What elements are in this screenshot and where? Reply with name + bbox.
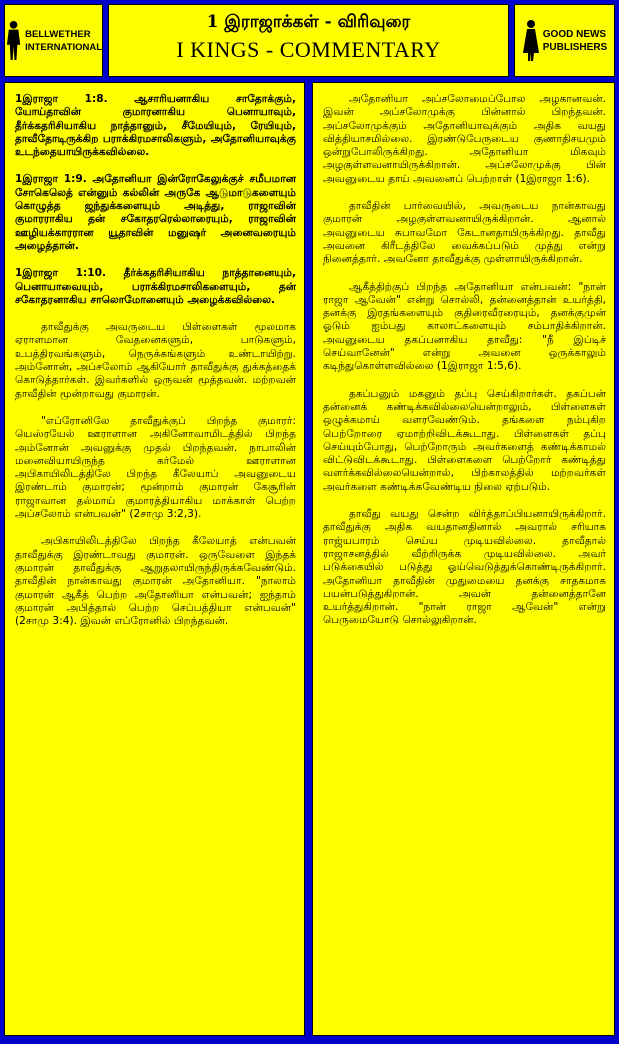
right-logo-line-1: GOOD NEWS xyxy=(542,28,607,40)
title-tamil: 1 இராஜாக்கள் - விரிவுரை xyxy=(206,12,411,32)
left-logo-line-2: INTERNATIONAL xyxy=(25,41,102,53)
left-column-paragraph: தாவீதுக்கு அவருடைய பிள்ளைகள் மூலமாக ஏராளமான வேதனைகளும், பாடுகளும், உபத்திரவங்களும், நெருக்கங்களும் உண்டாயிற்று. அம்னோன், அப்சலோம் ஆகியோர் தாவீதுக்கு துக்கத்தைக் கொடுத்தார்கள். இவர்களில் ஒருவன் மூத்தவன். மற்றவன் தாவீதின் மூன்றாவது குமாரன். xyxy=(15,321,296,400)
left-column-paragraph: 1இராஜா 1:10. தீர்க்கதரிசியாகிய நாத்தானையும், பெனாயாவையும், பராக்கிரமசாலிகளையும், தன் சகோதரனாகிய சாலொமோனையும் அழைக்கவில்லை. xyxy=(15,267,296,306)
right-logo xyxy=(514,4,615,77)
right-column-paragraph: ஆகீத்திற்குப் பிறந்த அதோனியா என்பவன்: "நான் ராஜா ஆவேன்" என்று சொல்லி, தன்னைத்தான் உயர்த்தி, தனக்கு இரதங்களையும் குதிரைவீரரையும், தனக்குமுன் ஓடும் ஐம்பது காலாட்களையும் சம்பாதிக்கிறான். அவனுடைய தகப்பனாகிய தாவீது: "நீ இப்டிச் செய்வானேன்" என்று அவனை ஒருக்காலும் கடிந்துகொள்ளவில்லை (1இராஜா 1:5,6). xyxy=(323,280,606,373)
man-silhouette-icon xyxy=(5,19,22,63)
right-column-paragraph: அதோனியா அப்சலோமைப்போல அழகானவன். இவன் அப்சலோமுக்கு பின்னால் பிறந்தவன். அப்சலோமுக்கும் அதோனியாவுக்கும் அதிக வயது வித்தியாசமில்லை. இரண்டுபேருடைய குணாதிசயமும் ஒன்றுபோலிருக்கிறது. அதோனியா மிகவும் அழகுள்ளவனாயிருக்கிறான். அப்சலோமுக்கு பின் அவனுடைய தாய் அவனைப் பெற்றாள் (1இராஜா 1:6). xyxy=(323,93,606,185)
left-column xyxy=(4,82,305,1036)
page-header xyxy=(108,4,509,77)
left-column-paragraph: "எப்ரோனிலே தாவீதுக்குப் பிறந்த குமாரர்: யெஸ்ரயேல் ஊராளான அகினோவாமிடத்தில் பிறந்த அம்னோன் அவனுக்கு முதல் பிறந்தவன். நாபாலின் மனைவியாயிருந்த கர்மேல் ஊராளான அபிகாயிலிடத்திலே பிறந்த கீலேயாப் அவனுடைய இரண்டாம் குமாரன்; மூன்றாம் குமாரன் கேசூரின் ராஜாவான தல்மாய் குமாரத்தியாகிய மாக்காள் பெற்ற அப்சலோம் என்பவன்" (2சாமு 3:2,3). xyxy=(15,414,296,521)
left-column-paragraph: 1இராஜா 1:8. ஆசாரியனாகிய சாதோக்கும், யோய்தாவின் குமாரனாகிய பெனாயாவும், தீர்க்கதரிசியாகிய நாத்தானும், சீமேயியும், ரேயியும், தாவீதோடிருக்கிற பராக்கிரமசாலிகளும், அதோனியாவுக்கு உடந்தையாயிருக்கவில்லை. xyxy=(15,93,296,159)
left-column-paragraph: அபிகாயிலிடத்திலே பிறந்த கீலேயாத் என்பவன் தாவீதுக்கு இரண்டாவது குமாரன். ஒருவேளை இந்தக் குமாரன் தாவீதுக்கு ஆறுதலாயிருந்திருக்கவேண்டும். தாவீதின் நான்காவது குமாரன் அதோனியா. "நாலாம் குமாரன் ஆகீத் பெற்ற அதோனியா என்பவன்; ஐந்தாம் குமாரன் அபித்தால் பெற்ற செப்பத்தியா என்பவன்" (2சாமு 3:4). இவன் எப்ரோனில் பிறந்தவன். xyxy=(15,535,296,628)
left-logo xyxy=(4,4,103,77)
right-column xyxy=(312,82,615,1036)
left-logo-line-1: BELLWETHER xyxy=(25,28,91,40)
title-english: I KINGS - COMMENTARY xyxy=(176,37,441,62)
right-column-paragraph: தாவீதின் பார்வையில், அவருடைய நான்காவது குமாரன் அழகுள்ளவனாயிருக்கிறான். ஆனால் அவனுடைய சுபாவமோ கேடானதாயிருக்கிறது. தாவீது அவனை கிரீடத்திலே வைக்கப்படும் முத்து என்று நினைத்தார். அவனோ தாவீதுக்கு முள்ளாயிருக்கிறான். xyxy=(323,200,606,266)
right-column-paragraph: தகப்பனும் மகனும் தப்பு செய்கிறார்கள். தகப்பன் தன்னைக் கண்டிக்கவில்லையென்றாலும், பிள்ளைகள் ஒழுக்கமாய் வளரவேண்டும். தங்களை நம்புகிற பெற்றோரை ஏமாற்றிவிடக்கூடாது. பிள்ளைகள் தப்பு செய்யும்போது, பெற்றோரும் அவர்களைத் கண்டிக்காமல் விட்டுவிடக்கூடாது. பிள்ளைகளை பெற்றோர் கண்டித்து வளர்க்கவில்லையென்றால், பிற்காலத்தில் மற்றவர்கள் அவர்களை கண்டிக்கவேண்டிய நிலை ஏற்படும். xyxy=(323,387,606,493)
woman-silhouette-icon xyxy=(522,19,540,63)
left-column-paragraph: 1இராஜா 1:9. அதோனியா இன்ரோகேலுக்குச் சமீபமான சோகெலெத் என்னும் கல்லின் அருகே ஆடுமாடுகளையும் கொழுத்த ஜந்துக்களையும் அடித்து, ராஜாவின் குமாரராகிய தன் சகோதரரெல்லாரையும், ராஜாவின் ஊழியக்காரரான யூதாவின் மனுஷர் அனைவரையும் அழைத்தான். xyxy=(15,173,296,252)
right-column-paragraph: தாவீது வயது சென்ற விர்த்தாப்பியனாயிருக்கிறார். தாவீதுக்கு அதிக வயதானதினால் அவரால் சரியாக ராஜ்யபாரம் செய்ய முடியவில்லை. தாவீதால் ராஜாசனத்தில் வீற்றிருக்க முடியவில்லை. அவர் படுக்கையில் படுத்து ஓய்வெடுத்துக்கொண்டிருக்கிறார். அதோனியா தாவீதின் முதுமையை தனக்கு சாதகமாக பயன்படுத்துகிறான். அவன் தன்னைத்தானே உயர்த்துகிறான். "நான் ராஜா ஆவேன்" என்று பெருமையோடு சொல்லுகிறான். xyxy=(323,508,606,627)
right-logo-line-2: PUBLISHERS xyxy=(542,41,608,53)
